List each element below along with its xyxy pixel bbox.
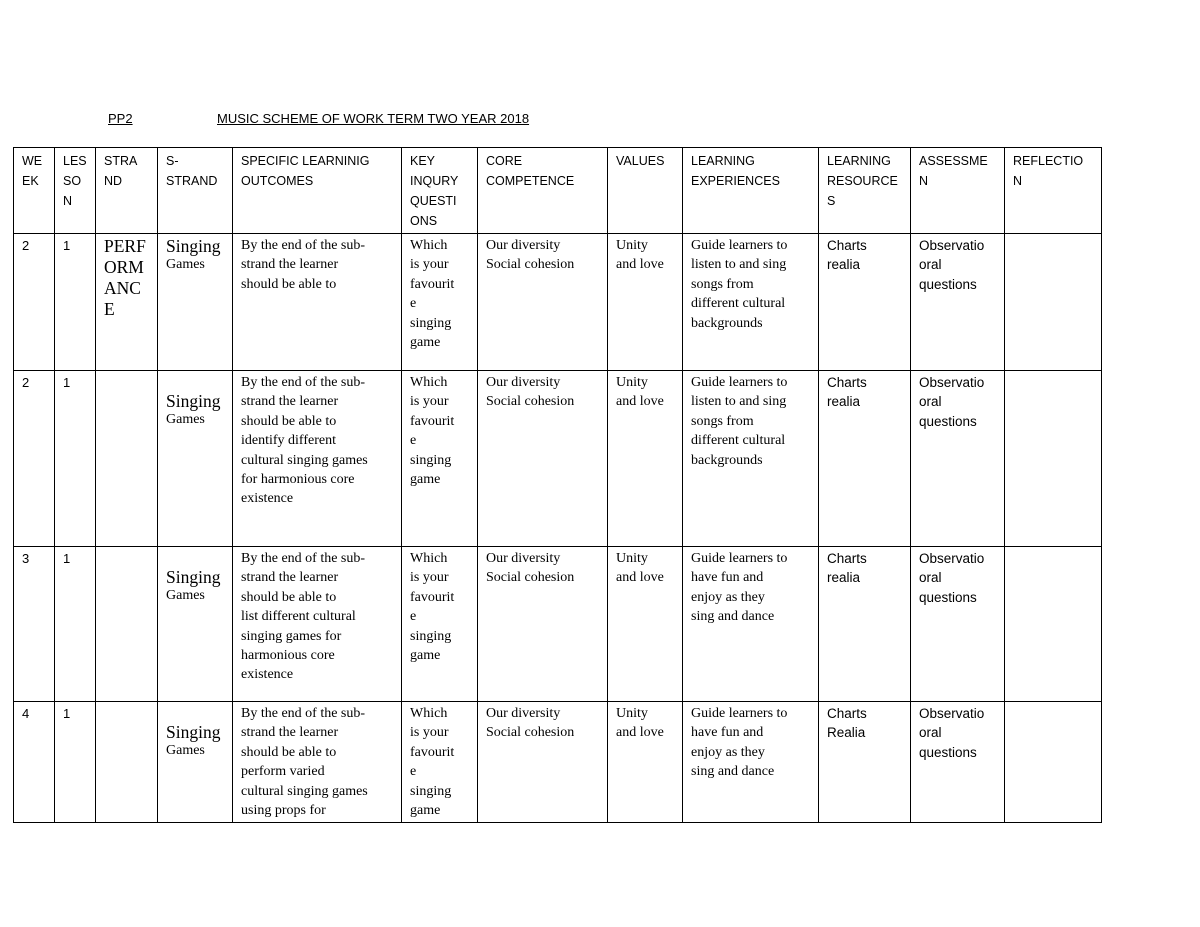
questions-line: singing <box>410 783 452 799</box>
competence-line: Social cohesion <box>486 394 575 410</box>
values-line: Unity <box>616 238 648 253</box>
questions-line: e <box>410 296 417 312</box>
outcomes-line: identify different <box>241 433 336 449</box>
values-line: Unity <box>616 375 648 390</box>
experiences-line: listen to and sing <box>691 257 787 273</box>
assessment-line: oral <box>919 725 942 741</box>
competence-line: Social cohesion <box>486 257 575 273</box>
header-substrand <box>158 148 233 234</box>
questions-line: Which <box>410 238 448 253</box>
week-cell: 2 <box>14 234 55 371</box>
competence-line: Our diversity <box>486 238 561 253</box>
strand-cell <box>96 234 158 371</box>
strand-line: E <box>104 299 115 319</box>
header-line: EK <box>22 174 39 188</box>
lesson-cell: 1 <box>55 234 96 371</box>
competence-line: Social cohesion <box>486 725 575 741</box>
header-line: SO <box>63 174 82 188</box>
resources-cell <box>819 234 911 371</box>
competence-cell <box>478 234 608 371</box>
questions-line: game <box>410 803 441 819</box>
header-line: EXPERIENCES <box>691 174 780 188</box>
competence-line: Social cohesion <box>486 570 575 586</box>
competence-line: Our diversity <box>486 551 561 566</box>
outcomes-line: By the end of the sub- <box>241 551 366 566</box>
header-line: SPECIFIC LEARNINIG <box>241 154 370 168</box>
experiences-cell <box>683 547 819 702</box>
experiences-line: backgrounds <box>691 452 763 468</box>
values-line: Unity <box>616 551 648 566</box>
header-experiences <box>683 148 819 234</box>
questions-line: is your <box>410 394 449 410</box>
resources-cell <box>819 702 911 823</box>
strand-cell <box>96 547 158 702</box>
assessment-line: questions <box>919 744 977 760</box>
assessment-line: questions <box>919 413 977 429</box>
header-line: ONS <box>410 214 438 228</box>
competence-line: Our diversity <box>486 375 561 390</box>
questions-cell <box>402 371 478 547</box>
outcomes-line: cultural singing games <box>241 452 368 468</box>
competence-cell <box>478 547 608 702</box>
header-questions <box>402 148 478 234</box>
resources-cell <box>819 371 911 547</box>
experiences-line: sing and dance <box>691 764 775 780</box>
questions-line: is your <box>410 725 449 741</box>
substrand-cell <box>158 371 233 547</box>
experiences-line: have fun and <box>691 570 764 586</box>
header-outcomes <box>233 148 402 234</box>
outcomes-line: strand the learner <box>241 570 339 586</box>
outcomes-line: should be able to <box>241 276 337 292</box>
experiences-line: enjoy as they <box>691 589 765 605</box>
questions-line: singing <box>410 628 452 644</box>
experiences-line: backgrounds <box>691 315 763 331</box>
experiences-cell <box>683 702 819 823</box>
outcomes-line: singing games for <box>241 628 342 644</box>
assessment-line: oral <box>919 257 942 273</box>
lesson-cell: 1 <box>55 702 96 823</box>
outcomes-line: strand the learner <box>241 394 339 410</box>
table-row <box>14 234 1102 371</box>
header-line: STRAND <box>166 174 218 188</box>
resources-line: Charts <box>827 375 867 390</box>
resources-line: Charts <box>827 238 867 253</box>
questions-line: Which <box>410 706 448 721</box>
strand-cell <box>96 702 158 823</box>
header-competence <box>478 148 608 234</box>
reflection-cell <box>1005 234 1102 371</box>
table-row <box>14 702 1102 823</box>
outcomes-line: list different cultural <box>241 609 356 625</box>
questions-line: is your <box>410 257 449 273</box>
assessment-line: Observatio <box>919 238 985 253</box>
outcomes-line: should be able to <box>241 413 337 429</box>
resources-line: realia <box>827 257 861 273</box>
header-line: OUTCOMES <box>241 174 314 188</box>
outcomes-cell <box>233 547 402 702</box>
substrand-line: Singing <box>166 391 221 411</box>
values-line: and love <box>616 725 664 741</box>
experiences-line: songs from <box>691 276 754 292</box>
experiences-line: different cultural <box>691 433 786 449</box>
experiences-line: Guide learners to <box>691 238 788 253</box>
assessment-line: oral <box>919 394 942 410</box>
resources-cell <box>819 547 911 702</box>
header-line: QUESTI <box>410 194 457 208</box>
questions-line: favourit <box>410 413 455 429</box>
header-line: REFLECTIO <box>1013 154 1084 168</box>
assessment-line: questions <box>919 589 977 605</box>
table-header-row <box>14 148 1102 234</box>
experiences-line: have fun and <box>691 725 764 741</box>
outcomes-line: By the end of the sub- <box>241 706 366 721</box>
values-line: and love <box>616 570 664 586</box>
header-line: N <box>919 174 929 188</box>
header-line: LEARNING <box>827 154 891 168</box>
outcomes-line: existence <box>241 667 294 683</box>
questions-line: Which <box>410 551 448 566</box>
substrand-cell <box>158 547 233 702</box>
header-line: N <box>63 194 73 208</box>
outcomes-cell <box>233 371 402 547</box>
reflection-cell <box>1005 547 1102 702</box>
header-line: COMPETENCE <box>486 174 575 188</box>
questions-cell <box>402 234 478 371</box>
substrand-line: Singing <box>166 236 221 256</box>
competence-line: Our diversity <box>486 706 561 721</box>
substrand-line: Games <box>166 743 205 758</box>
experiences-line: Guide learners to <box>691 706 788 721</box>
assessment-line: oral <box>919 570 942 586</box>
assessment-cell <box>911 371 1005 547</box>
questions-line: singing <box>410 315 452 331</box>
outcomes-line: cultural singing games <box>241 783 368 799</box>
questions-line: e <box>410 764 417 780</box>
week-cell: 3 <box>14 547 55 702</box>
competence-cell <box>478 371 608 547</box>
values-cell <box>608 371 683 547</box>
outcomes-line: using props for <box>241 803 326 819</box>
outcomes-line: By the end of the sub- <box>241 375 366 390</box>
experiences-line: sing and dance <box>691 609 775 625</box>
questions-line: singing <box>410 452 452 468</box>
substrand-line: Games <box>166 257 205 272</box>
substrand-line: Singing <box>166 567 221 587</box>
class-label: PP2 <box>108 111 133 126</box>
header-line: RESOURCE <box>827 174 898 188</box>
header-line: S- <box>166 154 179 168</box>
header-line: N <box>1013 174 1023 188</box>
questions-line: favourit <box>410 276 455 292</box>
substrand-line: Games <box>166 588 205 603</box>
outcomes-line: should be able to <box>241 744 337 760</box>
resources-line: Charts <box>827 706 867 721</box>
substrand-cell <box>158 234 233 371</box>
values-line: Unity <box>616 706 648 721</box>
substrand-line: Singing <box>166 722 221 742</box>
header-line: WE <box>22 154 43 168</box>
values-line: and love <box>616 394 664 410</box>
strand-line: ORM <box>104 257 144 277</box>
questions-line: e <box>410 609 417 625</box>
header-line: INQURY <box>410 174 459 188</box>
header-strand <box>96 148 158 234</box>
experiences-line: songs from <box>691 413 754 429</box>
outcomes-line: strand the learner <box>241 725 339 741</box>
outcomes-line: By the end of the sub- <box>241 238 366 253</box>
questions-line: favourit <box>410 744 455 760</box>
experiences-cell <box>683 371 819 547</box>
header-week <box>14 148 55 234</box>
header-line: S <box>827 194 836 208</box>
experiences-line: Guide learners to <box>691 375 788 390</box>
experiences-cell <box>683 234 819 371</box>
header-line: LEARNING <box>691 154 755 168</box>
outcomes-line: strand the learner <box>241 257 339 273</box>
experiences-line: listen to and sing <box>691 394 787 410</box>
week-cell: 2 <box>14 371 55 547</box>
values-line: and love <box>616 257 664 273</box>
table-row <box>14 371 1102 547</box>
header-resources <box>819 148 911 234</box>
experiences-line: enjoy as they <box>691 744 765 760</box>
header-values <box>608 148 683 234</box>
resources-line: Realia <box>827 725 866 741</box>
header-lesson <box>55 148 96 234</box>
strand-line: ANC <box>104 278 141 298</box>
resources-line: Charts <box>827 551 867 566</box>
lesson-cell: 1 <box>55 547 96 702</box>
outcomes-cell <box>233 702 402 823</box>
questions-line: game <box>410 648 441 664</box>
questions-line: favourit <box>410 589 455 605</box>
substrand-line: Games <box>166 412 205 427</box>
header-line: KEY <box>410 154 436 168</box>
assessment-line: questions <box>919 276 977 292</box>
strand-line: PERF <box>104 236 146 256</box>
table-row <box>14 547 1102 702</box>
strand-cell <box>96 371 158 547</box>
resources-line: realia <box>827 570 861 586</box>
document-title: MUSIC SCHEME OF WORK TERM TWO YEAR 2018 <box>217 111 530 126</box>
assessment-line: Observatio <box>919 706 985 721</box>
header-line: STRA <box>104 154 138 168</box>
experiences-line: Guide learners to <box>691 551 788 566</box>
questions-cell <box>402 547 478 702</box>
questions-line: game <box>410 335 441 351</box>
outcomes-line: for harmonious core <box>241 472 355 488</box>
header-reflection <box>1005 148 1102 234</box>
outcomes-line: perform varied <box>241 764 325 780</box>
header-line: ASSESSME <box>919 154 988 168</box>
outcomes-line: harmonious core <box>241 648 335 664</box>
assessment-cell <box>911 234 1005 371</box>
values-cell <box>608 547 683 702</box>
header-line: VALUES <box>616 154 665 168</box>
assessment-cell <box>911 702 1005 823</box>
header-assessment <box>911 148 1005 234</box>
assessment-line: Observatio <box>919 551 985 566</box>
assessment-line: Observatio <box>919 375 985 390</box>
header-line: CORE <box>486 154 523 168</box>
resources-line: realia <box>827 394 861 410</box>
reflection-cell <box>1005 371 1102 547</box>
header-line: ND <box>104 174 123 188</box>
values-cell <box>608 234 683 371</box>
values-cell <box>608 702 683 823</box>
outcomes-line: should be able to <box>241 589 337 605</box>
week-cell: 4 <box>14 702 55 823</box>
questions-line: e <box>410 433 417 449</box>
questions-line: game <box>410 472 441 488</box>
questions-cell <box>402 702 478 823</box>
lesson-cell: 1 <box>55 371 96 547</box>
reflection-cell <box>1005 702 1102 823</box>
outcomes-cell <box>233 234 402 371</box>
assessment-cell <box>911 547 1005 702</box>
competence-cell <box>478 702 608 823</box>
questions-line: is your <box>410 570 449 586</box>
questions-line: Which <box>410 375 448 390</box>
scheme-of-work-table <box>13 147 1102 823</box>
experiences-line: different cultural <box>691 296 786 312</box>
outcomes-line: existence <box>241 491 294 507</box>
substrand-cell <box>158 702 233 823</box>
header-line: LES <box>63 154 87 168</box>
